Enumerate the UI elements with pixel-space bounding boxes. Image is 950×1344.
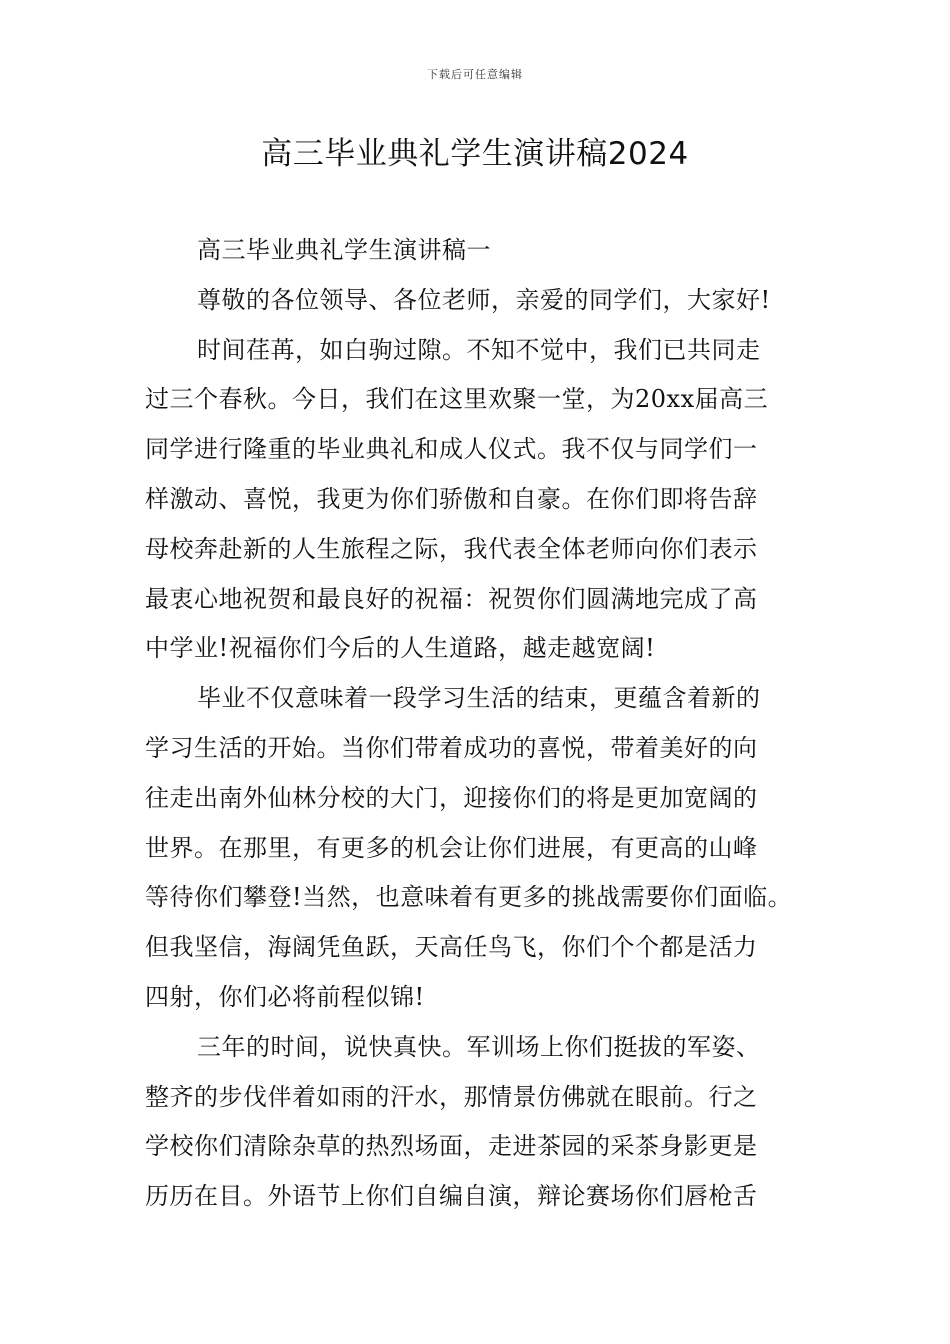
text-line: 最衷心地祝贺和最良好的祝福：祝贺你们圆满地完成了高 xyxy=(145,584,758,613)
text-line: 等待你们攀登!当然，也意味着有更多的挑战需要你们面临。 xyxy=(145,883,793,912)
text-line: 历历在目。外语节上你们自编自演，辩论赛场你们唇枪舌 xyxy=(145,1182,758,1211)
text-line: 时间荏苒，如白驹过隙。不知不觉中，我们已共同走 xyxy=(197,335,761,364)
document-body xyxy=(145,226,811,1222)
document-title: 高三毕业典礼学生演讲稿2024 xyxy=(261,136,689,172)
text-line: 母校奔赴新的人生旅程之际，我代表全体老师向你们表示 xyxy=(145,534,758,563)
text-line: 毕业不仅意味着一段学习生活的结束，更蕴含着新的 xyxy=(197,684,761,713)
text-line: 三年的时间，说快真快。军训场上你们挺拔的军姿、 xyxy=(197,1032,761,1061)
text-line: 过三个春秋。今日，我们在这里欢聚一堂，为20xx届高三 xyxy=(145,385,769,414)
text-line: 学习生活的开始。当你们带着成功的喜悦，带着美好的向 xyxy=(145,733,758,762)
text-line: 四射，你们必将前程似锦! xyxy=(145,982,425,1011)
text-line: 往走出南外仙林分校的大门，迎接你们的将是更加宽阔的 xyxy=(145,783,758,812)
salutation-line: 尊敬的各位领导、各位老师，亲爱的同学们，大家好! xyxy=(197,285,771,314)
text-line: 学校你们清除杂草的热烈场面，走进茶园的采茶身影更是 xyxy=(145,1132,758,1161)
text-line: 整齐的步伐伴着如雨的汗水，那情景仿佛就在眼前。行之 xyxy=(145,1082,758,1111)
text-line: 中学业!祝福你们今后的人生道路，越走越宽阔! xyxy=(145,634,656,663)
section-heading: 高三毕业典礼学生演讲稿一 xyxy=(197,236,491,264)
text-line: 但我坚信，海阔凭鱼跃，天高任鸟飞，你们个个都是活力 xyxy=(145,933,758,962)
text-line: 同学进行隆重的毕业典礼和成人仪式。我不仅与同学们一 xyxy=(145,435,758,464)
page-header: 下载后可任意编辑 xyxy=(427,68,523,81)
text-line: 样激动、喜悦，我更为你们骄傲和自豪。在你们即将告辞 xyxy=(145,484,758,513)
text-line: 世界。在那里，有更多的机会让你们进展，有更高的山峰 xyxy=(145,833,758,862)
